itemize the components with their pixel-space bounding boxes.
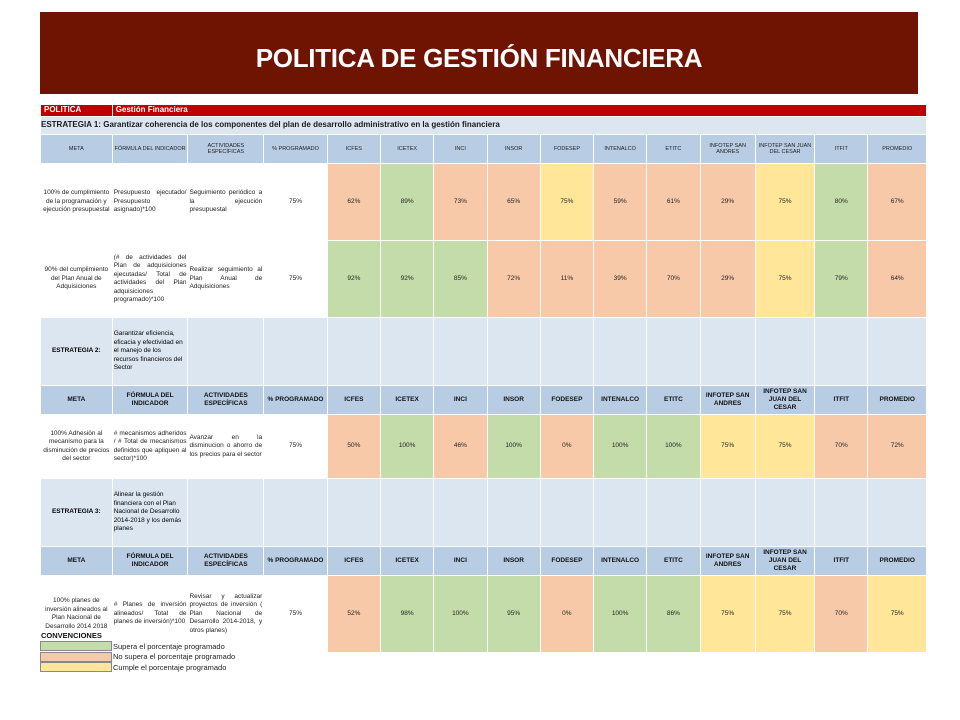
- empty-cell: [815, 479, 868, 547]
- column-header: INTENALCO: [594, 547, 647, 576]
- column-header: ACTIVIDADES ESPECÍFICAS: [188, 135, 264, 164]
- value-cell: 0%: [540, 415, 593, 479]
- table-row: [41, 164, 927, 241]
- header-row: [41, 547, 927, 576]
- value-cell: 64%: [868, 241, 927, 318]
- header-row: [41, 386, 927, 415]
- programado-cell: 75%: [264, 164, 328, 241]
- estrategia-text: Garantizar eficiencia, eficacia y efectividad en el manejo de los recursos financieros del Sector: [112, 318, 188, 386]
- politica-value: Gestión Financiera: [112, 105, 926, 117]
- column-header: INFOTEP SAN JUAN DEL CESAR: [755, 547, 814, 576]
- value-cell: 29%: [700, 164, 755, 241]
- column-header: % PROGRAMADO: [264, 547, 328, 576]
- convention-swatch: [40, 652, 112, 662]
- value-cell: 75%: [868, 576, 927, 653]
- empty-cell: [327, 479, 380, 547]
- programado-cell: 75%: [264, 415, 328, 479]
- column-header: FODESEP: [540, 386, 593, 415]
- convention-label: Supera el porcentaje programado: [113, 641, 225, 651]
- empty-cell: [487, 479, 540, 547]
- convention-label: Cumple el porcentaje programado: [113, 662, 227, 672]
- column-header: ICETEX: [381, 386, 434, 415]
- estrategia-1-row: [41, 117, 927, 135]
- column-header: ETITC: [647, 547, 700, 576]
- value-cell: 72%: [487, 241, 540, 318]
- value-cell: 50%: [327, 415, 380, 479]
- value-cell: 95%: [487, 576, 540, 653]
- estrategia-1-text: ESTRATEGIA 1: Garantizar coherencia de los componentes del plan de desarrollo administrativo en la gestión financiera: [41, 117, 927, 135]
- column-header: META: [41, 135, 113, 164]
- meta-cell: 100% Adhesión al mecanismo para la disminución de precios del sector: [41, 415, 113, 479]
- formula-cell: Presupuesto ejecutado/ Presupuesto asignado)*100: [112, 164, 188, 241]
- value-cell: 86%: [647, 576, 700, 653]
- column-header: ICETEX: [381, 547, 434, 576]
- actividades-cell: Seguimiento periódico a la ejecución presupuestal: [188, 164, 264, 241]
- column-header: % PROGRAMADO: [264, 386, 328, 415]
- value-cell: 29%: [700, 241, 755, 318]
- actividades-cell: Realizar seguimiento al Plan Anual de Adquisiciones: [188, 241, 264, 318]
- column-header: ICFES: [327, 547, 380, 576]
- page-title: POLITICA DE GESTIÓN FINANCIERA: [255, 42, 703, 73]
- value-cell: 89%: [381, 164, 434, 241]
- value-cell: 100%: [487, 415, 540, 479]
- column-header: INFOTEP SAN JUAN DEL CESAR: [755, 386, 814, 415]
- convention-item: [40, 652, 235, 663]
- column-header: INCI: [434, 135, 487, 164]
- column-header: ETITC: [647, 386, 700, 415]
- column-header: INTENALCO: [594, 386, 647, 415]
- header-row: [41, 135, 927, 164]
- column-header: PROMEDIO: [868, 135, 927, 164]
- table-row: [41, 241, 927, 318]
- value-cell: 100%: [647, 415, 700, 479]
- value-cell: 73%: [434, 164, 487, 241]
- value-cell: 70%: [815, 415, 868, 479]
- column-header: FÓRMULA DEL INDICADOR: [112, 386, 188, 415]
- value-cell: 75%: [755, 241, 814, 318]
- empty-cell: [264, 318, 328, 386]
- actividades-cell: Avanzar en la disminucion o ahorro de los precios para el sector: [188, 415, 264, 479]
- column-header: INCI: [434, 386, 487, 415]
- column-header: FÓRMULA DEL INDICADOR: [112, 135, 188, 164]
- value-cell: 75%: [540, 164, 593, 241]
- empty-cell: [487, 318, 540, 386]
- column-header: ICFES: [327, 386, 380, 415]
- value-cell: 100%: [434, 576, 487, 653]
- value-cell: 100%: [594, 576, 647, 653]
- column-header: INSOR: [487, 547, 540, 576]
- value-cell: 62%: [327, 164, 380, 241]
- column-header: INFOTEP SAN ANDRES: [700, 547, 755, 576]
- empty-cell: [540, 318, 593, 386]
- column-header: ACTIVIDADES ESPECÍFICAS: [188, 386, 264, 415]
- meta-cell: 90% del cumplimiento del Plan Anual de Adquisiciones: [41, 241, 113, 318]
- value-cell: 75%: [755, 164, 814, 241]
- value-cell: 72%: [868, 415, 927, 479]
- table-row: [41, 415, 927, 479]
- convention-swatch: [40, 662, 112, 672]
- politica-row: [41, 105, 927, 117]
- convention-label: No supera el porcentaje programado: [113, 652, 236, 662]
- column-header: INSOR: [487, 386, 540, 415]
- column-header: PROMEDIO: [868, 386, 927, 415]
- column-header: ICETEX: [381, 135, 434, 164]
- empty-cell: [755, 318, 814, 386]
- empty-cell: [264, 479, 328, 547]
- value-cell: 75%: [755, 415, 814, 479]
- value-cell: 75%: [755, 576, 814, 653]
- empty-cell: [700, 318, 755, 386]
- empty-cell: [700, 479, 755, 547]
- value-cell: 11%: [540, 241, 593, 318]
- formula-cell: (# de actividades del Plan de adquisiciones ejecutadas/ Total de actividades del Plan adquisiciones programado)*100: [112, 241, 188, 318]
- column-header: INFOTEP SAN ANDRES: [700, 135, 755, 164]
- column-header: INFOTEP SAN JUAN DEL CESAR: [755, 135, 814, 164]
- convention-swatch: [40, 641, 112, 651]
- value-cell: 75%: [700, 576, 755, 653]
- column-header: FODESEP: [540, 547, 593, 576]
- empty-cell: [188, 318, 264, 386]
- value-cell: 85%: [434, 241, 487, 318]
- value-cell: 67%: [868, 164, 927, 241]
- empty-cell: [647, 479, 700, 547]
- value-cell: 75%: [700, 415, 755, 479]
- title-banner: [40, 12, 918, 94]
- conventions-legend: [40, 631, 235, 673]
- value-cell: 39%: [594, 241, 647, 318]
- empty-cell: [815, 318, 868, 386]
- empty-cell: [381, 479, 434, 547]
- conventions-title: CONVENCIONES: [41, 631, 102, 640]
- empty-cell: [381, 318, 434, 386]
- value-cell: 59%: [594, 164, 647, 241]
- column-header: ITFIT: [815, 135, 868, 164]
- value-cell: 70%: [815, 576, 868, 653]
- meta-cell: 100% planes de inversión alineados al Plan Nacional de Desarrollo 2014 2018: [41, 576, 113, 653]
- column-header: META: [41, 386, 113, 415]
- empty-cell: [594, 318, 647, 386]
- column-header: FODESEP: [540, 135, 593, 164]
- value-cell: 100%: [381, 415, 434, 479]
- empty-cell: [434, 318, 487, 386]
- politica-label: POLITICA: [41, 105, 113, 117]
- column-header: ITFIT: [815, 547, 868, 576]
- value-cell: 98%: [381, 576, 434, 653]
- estrategia-label: ESTRATEGIA 2:: [41, 318, 113, 386]
- formula-cell: # Planes de inversión alineados/ Total de planes de inversión)*100: [112, 576, 188, 653]
- column-header: INCI: [434, 547, 487, 576]
- empty-cell: [188, 479, 264, 547]
- value-cell: 92%: [381, 241, 434, 318]
- column-header: ACTIVIDADES ESPECÍFICAS: [188, 547, 264, 576]
- column-header: INSOR: [487, 135, 540, 164]
- value-cell: 52%: [327, 576, 380, 653]
- empty-cell: [434, 479, 487, 547]
- value-cell: 61%: [647, 164, 700, 241]
- financial-policy-table: [40, 104, 927, 653]
- estrategia-row: [41, 318, 927, 386]
- empty-cell: [868, 318, 927, 386]
- value-cell: 80%: [815, 164, 868, 241]
- formula-cell: # mecanismos adheridos / # Total de mecanismos definidos que apliquen al sector)*100: [112, 415, 188, 479]
- convention-item: [40, 641, 235, 652]
- value-cell: 92%: [327, 241, 380, 318]
- estrategia-row: [41, 479, 927, 547]
- convention-item: [40, 662, 235, 673]
- empty-cell: [647, 318, 700, 386]
- empty-cell: [868, 479, 927, 547]
- estrategia-text: Alinear la gestión financiera con el Plan Nacional de Desarrollo 2014-2018 y los demás planes: [112, 479, 188, 547]
- empty-cell: [540, 479, 593, 547]
- empty-cell: [327, 318, 380, 386]
- value-cell: 100%: [594, 415, 647, 479]
- value-cell: 70%: [647, 241, 700, 318]
- column-header: META: [41, 547, 113, 576]
- empty-cell: [755, 479, 814, 547]
- column-header: ETITC: [647, 135, 700, 164]
- column-header: ITFIT: [815, 386, 868, 415]
- value-cell: 0%: [540, 576, 593, 653]
- column-header: PROMEDIO: [868, 547, 927, 576]
- programado-cell: 75%: [264, 241, 328, 318]
- estrategia-label: ESTRATEGIA 3:: [41, 479, 113, 547]
- column-header: FÓRMULA DEL INDICADOR: [112, 547, 188, 576]
- value-cell: 46%: [434, 415, 487, 479]
- value-cell: 65%: [487, 164, 540, 241]
- column-header: INTENALCO: [594, 135, 647, 164]
- column-header: INFOTEP SAN ANDRES: [700, 386, 755, 415]
- value-cell: 79%: [815, 241, 868, 318]
- empty-cell: [594, 479, 647, 547]
- column-header: % PROGRAMADO: [264, 135, 328, 164]
- programado-cell: 75%: [264, 576, 328, 653]
- column-header: ICFES: [327, 135, 380, 164]
- actividades-cell: Revisar y actualizar proyectos de inversión ( Plan Nacional de Desarrollo 2014-2018, y otros planes): [188, 576, 264, 653]
- meta-cell: 100% de cumplimiento de la programación y ejecución presupuestal: [41, 164, 113, 241]
